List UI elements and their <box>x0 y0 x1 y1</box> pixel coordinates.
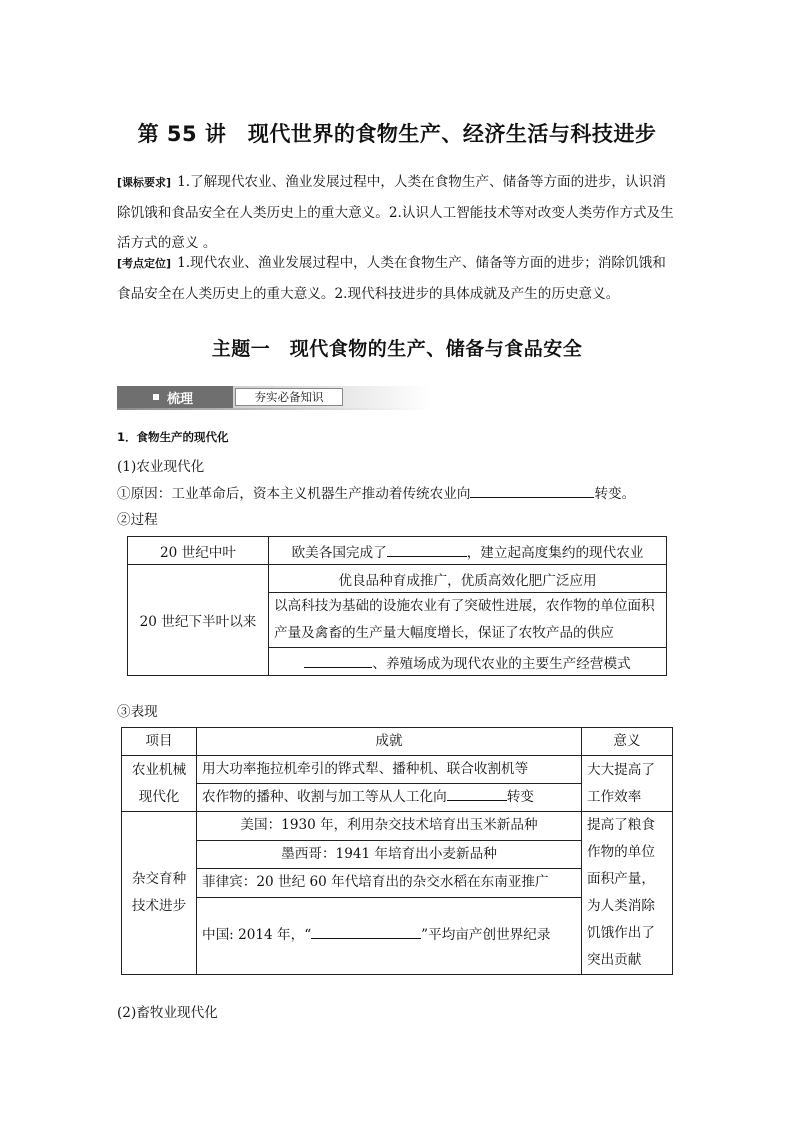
table-cell: 美国：1930 年，利用杂交技术培育出玉米新品种 <box>197 812 582 841</box>
cell-text: 、养殖场成为现代农业的主要生产经营模式 <box>372 655 631 672</box>
table-header: 成就 <box>197 728 582 756</box>
table-cell: 用大功率拖拉机牵引的铧式犁、播种机、联合收割机等 <box>197 756 582 784</box>
fill-blank <box>470 483 594 498</box>
table-cell: 20 世纪下半叶以来 <box>128 565 269 676</box>
cell-text: ”平均亩产创世界纪录 <box>421 927 551 944</box>
cell-text: ，建立起高度集约的现代农业 <box>466 544 644 561</box>
reason-prefix: ①原因：工业革命后，资本主义机器生产推动着传统农业向 <box>117 486 471 502</box>
table-cell: 提高了粮食作物的单位面积产量，为人类消除饥饿作出了突出贡献 <box>582 812 673 975</box>
banner-subtitle: 夯实必备知识 <box>235 388 343 406</box>
performance-label: ③表现 <box>117 704 158 720</box>
fill-blank <box>311 924 421 939</box>
table-cell: 优良品种育成推广，优质高效化肥广泛应用 <box>269 565 667 593</box>
requirements-text: 1.了解现代农业、渔业发展过程中，人类在食物生产、储备等方面的进步，认识消除饥饿和食品安全在人类历史上的重大意义。2.认识人工智能技术等对改变人类劳作方式及生活方式的意义 。 <box>117 174 674 251</box>
table-cell: 农业机械现代化 <box>122 756 197 812</box>
cell-text: 农作物的播种、收割与加工等从人工化向 <box>202 789 447 805</box>
fill-blank <box>447 786 507 801</box>
banner-label: 梳理 <box>167 392 194 407</box>
reason-line <box>117 482 635 502</box>
subheading-agriculture: (1)农业现代化 <box>117 459 205 475</box>
table-cell <box>269 648 667 676</box>
requirements-label: [课标要求] <box>117 176 172 189</box>
reason-suffix: 转变。 <box>594 486 636 502</box>
performance-table <box>121 727 673 975</box>
process-table <box>127 536 667 676</box>
table-cell: 菲律宾：20 世纪 60 年代培育出的杂交水稻在东南亚推广 <box>197 869 582 898</box>
positioning-label: [考点定位] <box>117 257 172 270</box>
table-header: 项目 <box>122 728 197 756</box>
curriculum-requirements <box>117 167 679 258</box>
exam-positioning <box>117 248 679 309</box>
square-bullet-icon <box>153 394 159 400</box>
table-cell: 20 世纪中叶 <box>128 537 269 565</box>
positioning-text: 1.现代农业、渔业发展过程中，人类在食物生产、储备等方面的进步；消除饥饿和食品安全在人类历史上的重大意义。2.现代科技进步的具体成就及产生的历史意义。 <box>117 255 666 302</box>
banner-dark-block <box>117 386 233 408</box>
table-cell: 墨西哥：1941 年培育出小麦新品种 <box>197 840 582 869</box>
cell-text: 欧美各国完成了 <box>291 544 387 561</box>
fill-blank <box>304 653 372 668</box>
table-cell: 杂交育种技术进步 <box>122 812 197 975</box>
process-label: ②过程 <box>117 512 158 528</box>
table-cell: 以高科技为基础的设施农业有了突破性进展，农作物的单位面积产量及禽畜的生产量大幅度增长，保证了农牧产品的供应 <box>269 593 667 648</box>
theme-title: 主题一 现代食物的生产、储备与食品安全 <box>211 338 583 360</box>
cell-text: 转变 <box>506 789 534 805</box>
lesson-title: 第 55 讲 现代世界的食物生产、经济生活与科技进步 <box>137 122 657 146</box>
section-banner <box>117 386 431 408</box>
cell-text: 中国: 2014 年，“ <box>202 927 312 944</box>
fill-blank <box>387 542 467 557</box>
section-heading: 1．食物生产的现代化 <box>117 430 229 444</box>
table-cell <box>269 537 667 565</box>
subheading-livestock: (2)畜牧业现代化 <box>117 1005 218 1021</box>
table-cell <box>197 784 582 812</box>
banner-underline <box>117 408 431 410</box>
table-cell <box>197 897 582 974</box>
table-cell: 大大提高了工作效率 <box>582 756 673 812</box>
table-header: 意义 <box>582 728 673 756</box>
